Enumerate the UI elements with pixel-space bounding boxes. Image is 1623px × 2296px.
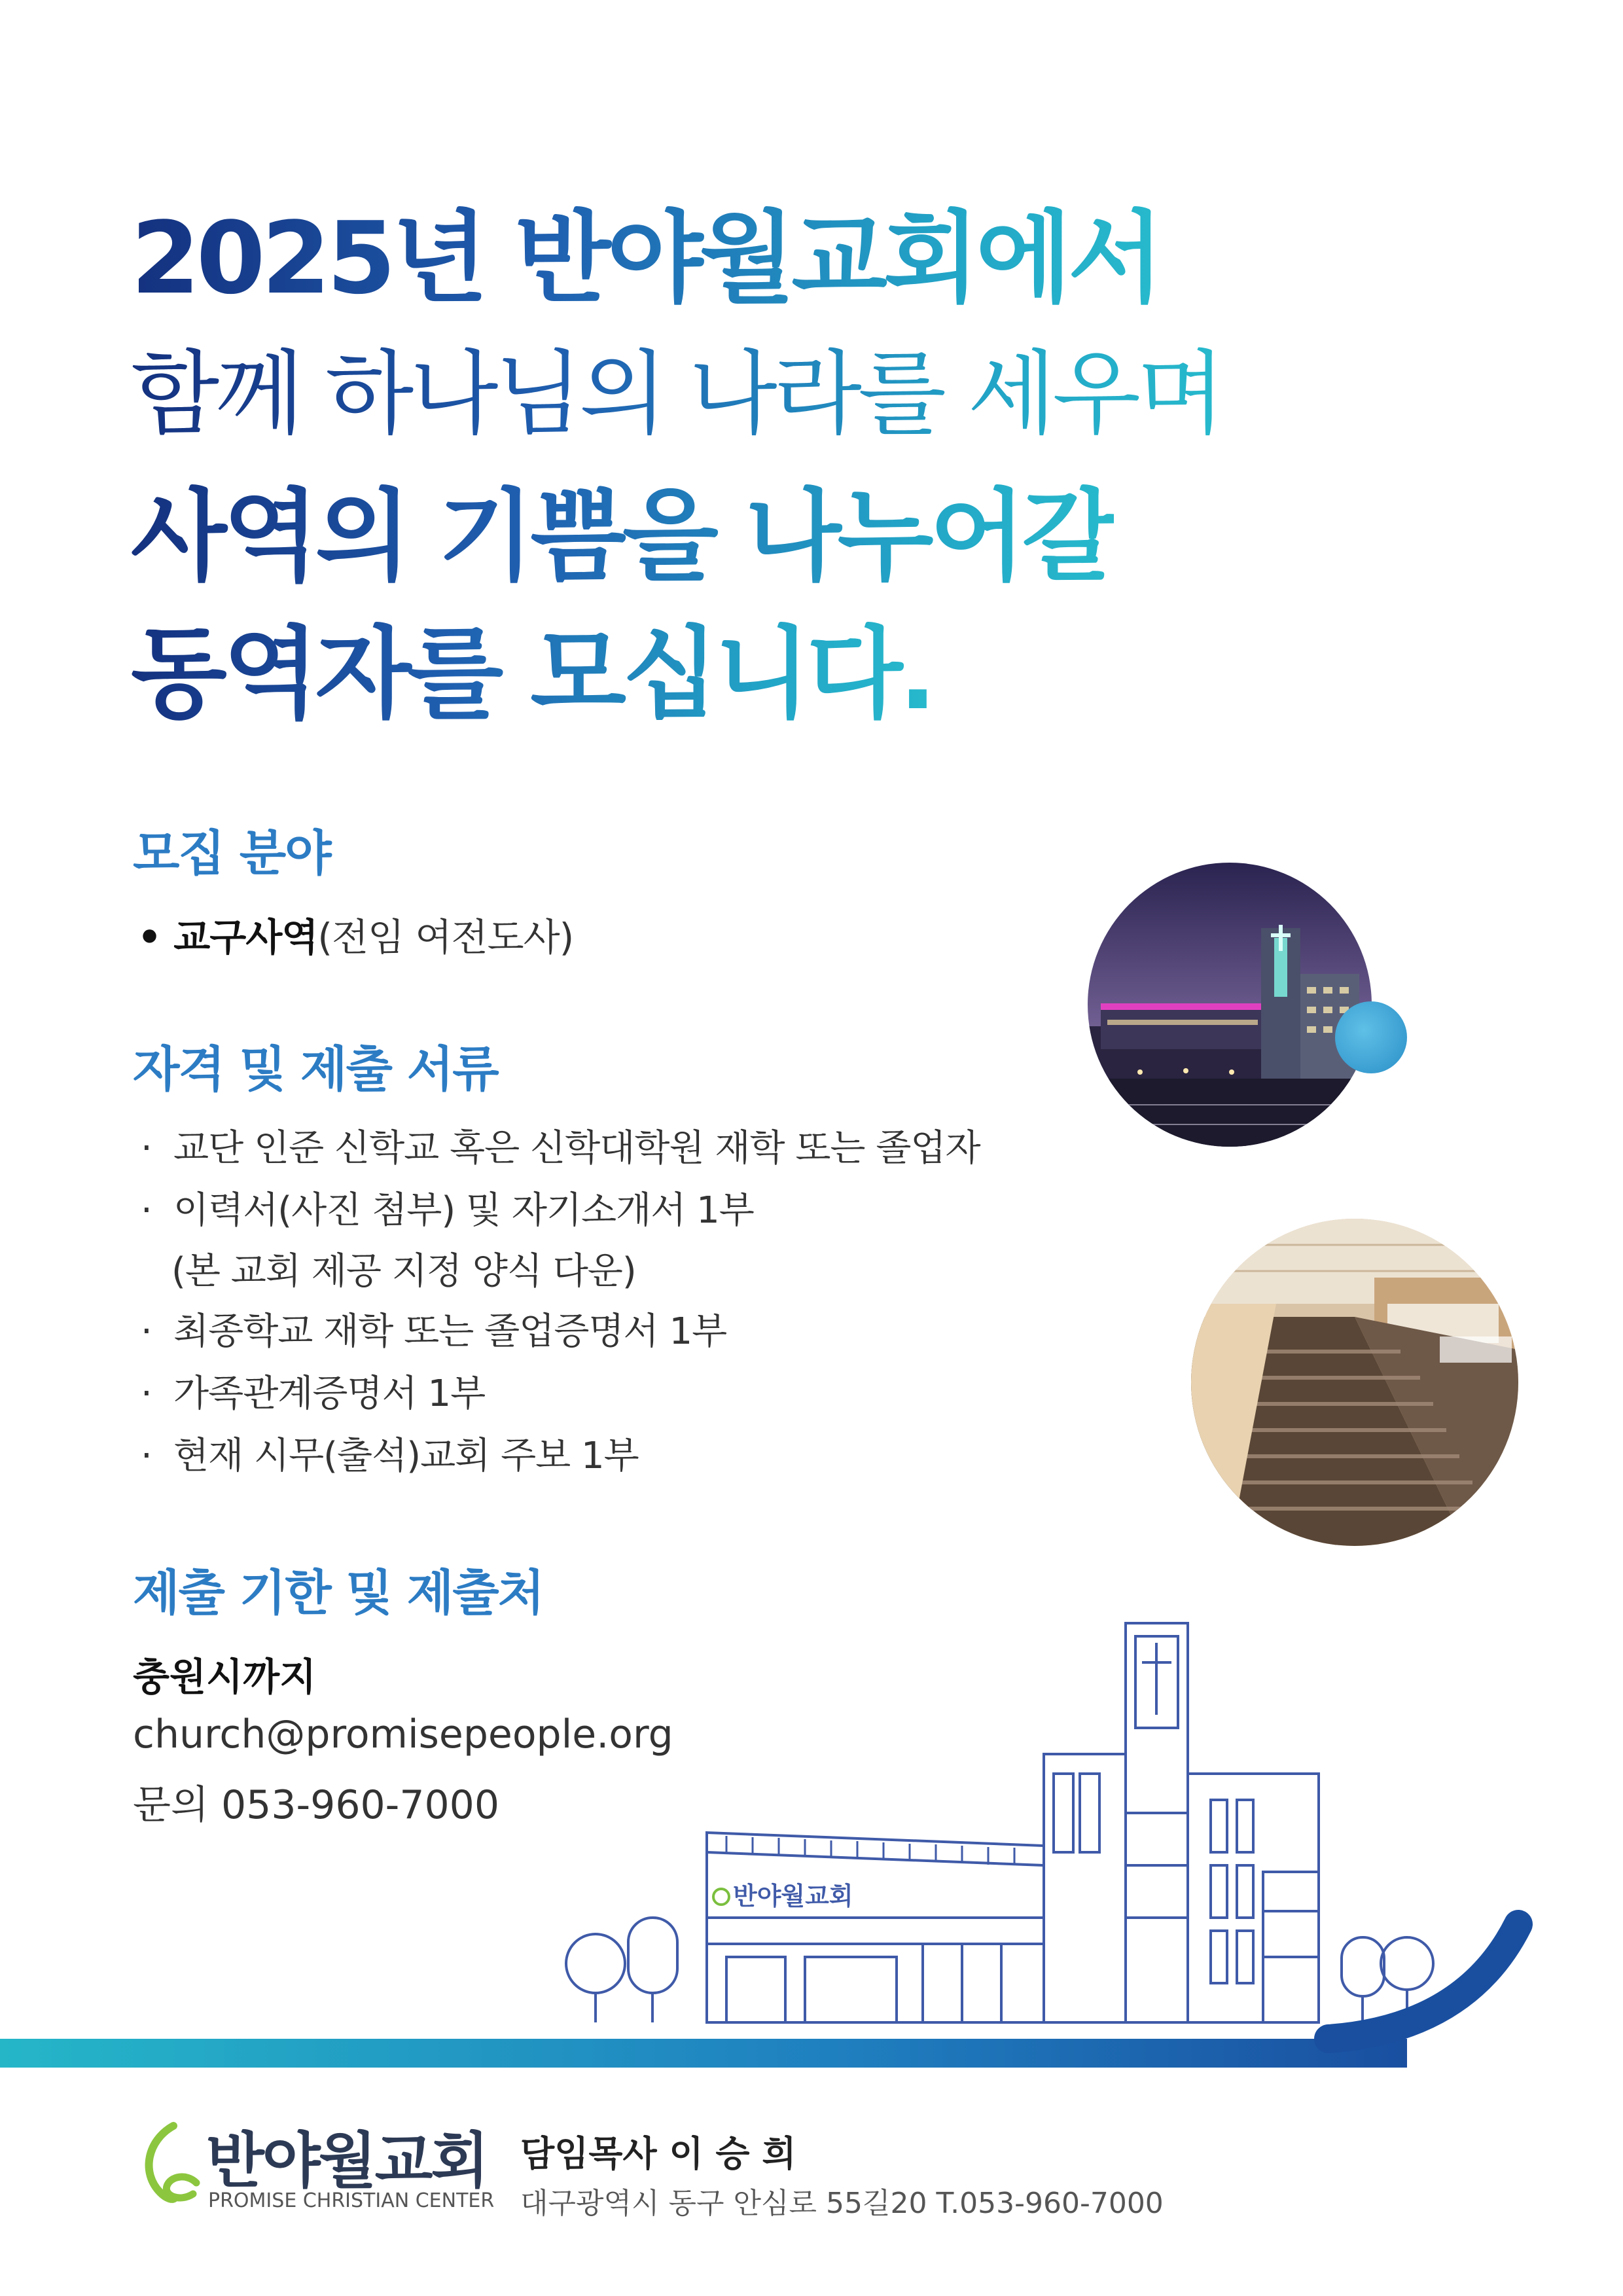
qualification-item-1: · 교단 인준 신학교 혹은 신학대학원 재학 또는 졸업자 [141,1127,980,1170]
headline-line-4: 동역자를 모십니다. [131,612,933,736]
deadline-until: 충원시까지 [133,1655,317,1699]
qualification-item-5: · 현재 시무(출석)교회 주보 1부 [141,1435,639,1477]
worship-service-photo [1191,1219,1518,1546]
recruit-title: 모집 분야 [133,825,330,882]
qualification-item-3: · 최종학교 재학 또는 졸업증명서 1부 [141,1310,727,1353]
decorative-circle [1335,1001,1407,1073]
deadline-phone: 문의 053-960-7000 [133,1782,500,1828]
recruit-item: • 교구사역(전임 여전도사) [137,915,574,960]
recruit-item-rest: (전임 여전도사) [317,915,574,960]
qualification-item-4: · 가족관계증명서 1부 [141,1372,486,1415]
qualification-text-5: 현재 시무(출석)교회 주보 1부 [173,1435,639,1477]
qualification-item-2-note: (본 교회 제공 지정 양식 다운) [171,1250,636,1293]
deadline-email[interactable]: church@promisepeople.org [133,1712,673,1757]
qualification-item-2: · 이력서(사진 첨부) 및 자기소개서 1부 [141,1189,754,1232]
worship-service-illustration [1191,1219,1518,1546]
headline-line-2: 함께 하나님의 나라를 세우며 [131,332,1221,457]
church-exterior-illustration [1088,863,1372,1147]
qualification-text-2: 이력서(사진 첨부) 및 자기소개서 1부 [173,1189,754,1232]
church-logo-icon [134,2121,206,2206]
headline-line-3: 사역의 기쁨을 나누어갈 [131,475,1114,599]
footer-address: 대구광역시 동구 안심로 55길20 T.053-960-7000 [520,2187,1164,2220]
footer-pastor: 담임목사 이 승 희 [520,2133,796,2174]
deadline-title: 제출 기한 및 제출처 [133,1565,544,1621]
footer-church-english: PROMISE CHRISTIAN CENTER [208,2189,495,2212]
building-sign-text: 반야월교회 [733,1882,853,1910]
church-exterior-photo [1088,863,1372,1147]
qualification-text-3: 최종학교 재학 또는 졸업증명서 1부 [173,1310,727,1353]
headline-line-1: 2025년 반야월교회에서 [131,196,1160,321]
recruit-item-bold: 교구사역 [173,915,318,960]
ground-swoosh [0,1898,1623,2081]
footer-church-name: 반야월교회 [206,2126,488,2196]
qualification-text-1: 교단 인준 신학교 혹은 신학대학원 재학 또는 졸업자 [173,1127,980,1170]
qualifications-title: 자격 및 제출 서류 [133,1041,498,1098]
qualification-text-4: 가족관계증명서 1부 [173,1372,486,1415]
